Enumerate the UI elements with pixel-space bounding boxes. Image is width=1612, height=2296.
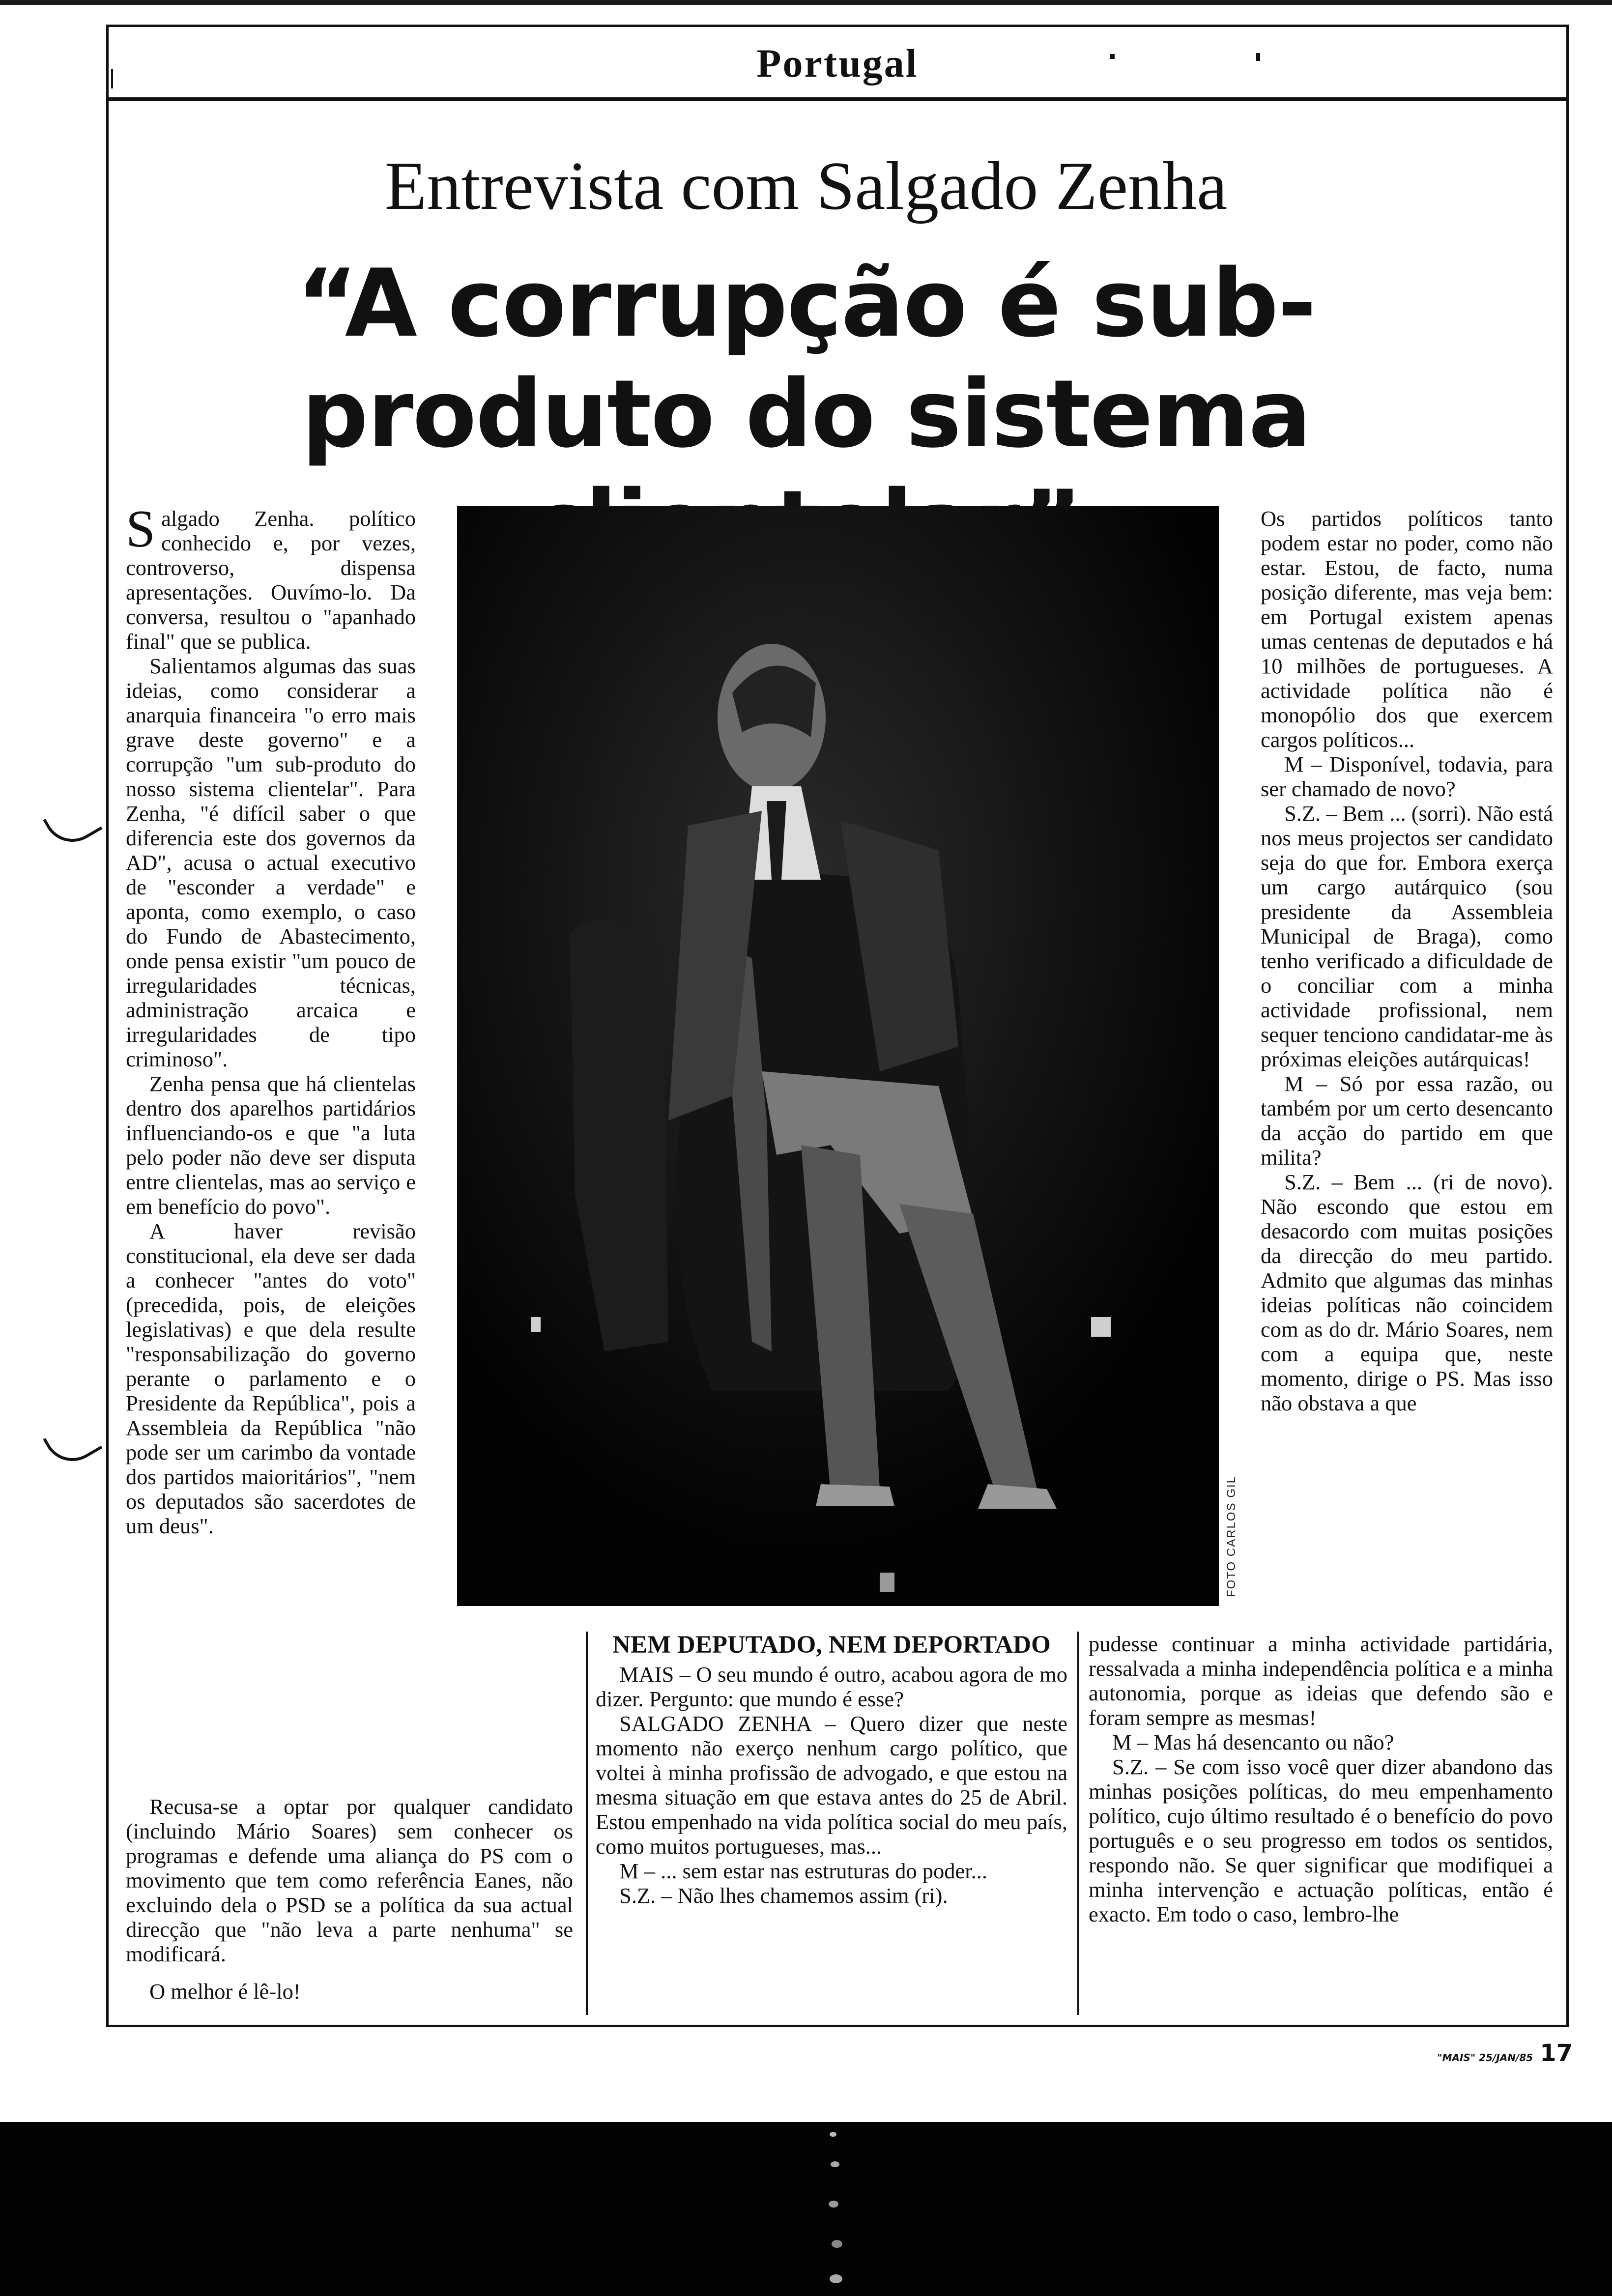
- question-paragraph: MAIS – O seu mundo é outro, acabou agora de mo dizer. Pergunto: que mundo é esse?: [596, 1662, 1067, 1711]
- answer-paragraph: S.Z. – Bem ... (ri de novo). Não escondo que estou em desacordo com muitas posições da direcção do meu partido. Admito que algumas das minhas ideias políticas não coincidem com as do dr. Mário Soares, nem com a equipa que, neste momento, dirige o PS. Mas isso não obstava a que: [1261, 1170, 1553, 1415]
- page-number: 17: [1540, 2039, 1573, 2067]
- right-column: [1261, 506, 1553, 1415]
- article-headline: “A corrupção é sub-produto do sistema: [296, 249, 1316, 468]
- stray-mark: [1256, 53, 1260, 61]
- answer-paragraph: SALGADO ZENHA – Quero dizer que neste momento não exerço nenhum cargo político, que voltei à minha profissão de advogado, e que estou na mesma situação em que estava antes do 25 de Abril. Estou empenhado na vida política social do meu país, como muitos portugueses, mas...: [596, 1711, 1067, 1859]
- stray-mark: [111, 69, 113, 88]
- scan-speck: [829, 2201, 838, 2208]
- answer-paragraph: S.Z. – Não lhes chamemos assim (ri).: [619, 1883, 948, 1908]
- intro-paragraph: Salientamos algumas das suas ideias, como considerar a anarquia financeira "o erro mais grave deste governo" e a corrupção "um sub-produto do nosso sistema clientelar". Para Zenha, "é difícil saber o que diferencia este dos governos da AD", acusa o actual executivo de "esconder a verdade" e aponta, como exemplo, o caso do Fundo de Abastecimento, onde pensa existir "um pouco de irregularidades técnicas, administração arcaica e irregularidades de tipo criminoso".: [126, 654, 416, 1071]
- interview-column: [596, 1662, 1067, 1908]
- margin-mark: [43, 797, 102, 853]
- question-paragraph: M – Mas há desencanto ou não?: [1112, 1730, 1394, 1754]
- intro-paragraph: O melhor é lê-lo!: [149, 1979, 301, 2004]
- intro-paragraph: Recusa-se a optar por qualquer candidato (incluindo Mário Soares) sem conhecer os programas e defende uma aliança do PS com o movimento que tem como referência Eanes, não excluindo dela o PSD se a política da sua actual direcção que "não leva a parte nenhuma" se modificará.: [126, 1794, 573, 1966]
- answer-paragraph: S.Z. – Se com isso você quer dizer abandono das minhas posições políticas, do meu empenhamento político, cujo último resultado é o benefício do povo português e o seu progresso em todos os sentidos, respondo não. Se quer significar que modifiquei a minha intervenção e actuação políticas, então é exacto. Em todo o caso, lembro-lhe: [1089, 1754, 1553, 1926]
- section-title: Portugal: [756, 41, 919, 86]
- scan-speck: [831, 2161, 839, 2167]
- intro-paragraph: algado Zenha. político conhecido e, por vezes, controverso, dispensa apresentações. Ouvímo-lo. Da conversa, resultou o "apanhado final" que se publica.: [126, 506, 416, 654]
- margin-mark: [43, 1416, 102, 1472]
- answer-paragraph: S.Z. – Bem ... (sorri). Não está nos meus projectos ser candidato seja do que for. Embora exerça um cargo autárquico (sou presidente da Assembleia Municipal de Braga), como tenho verificado a dificuldade de o conciliar com a minha actividade profissional, nem sequer tenciono candidatar-me às próximas eleições autárquicas!: [1261, 801, 1553, 1071]
- scan-bottom-band: [0, 2122, 1612, 2296]
- stray-mark: [1110, 54, 1115, 59]
- intro-paragraph: Zenha pensa que há clientelas dentro dos aparelhos partidários influenciando-os e que "a luta pelo poder não deve ser disputa entre clientelas, mas ao serviço e em benefício do povo".: [126, 1071, 416, 1219]
- right-column-continued: [1089, 1632, 1553, 1926]
- intro-column-continued: [126, 1781, 573, 2004]
- question-paragraph: M – Só por essa razão, ou também por um certo desencanto da acção do partido em que milita?: [1261, 1071, 1553, 1170]
- seated-man-illustration: [457, 506, 1219, 1606]
- section-header: [106, 25, 1569, 101]
- photo-credit: FOTO CARLOS GIL: [1225, 1476, 1238, 1597]
- column-divider: [1077, 1632, 1079, 2015]
- question-paragraph: M – Disponível, todavia, para ser chamado de novo?: [1261, 752, 1553, 801]
- interview-subhead: NEM DEPUTADO, NEM DEPORTADO: [612, 1631, 1051, 1659]
- top-rule: [0, 0, 1612, 5]
- answer-paragraph: Os partidos políticos tanto podem estar no poder, como não estar. Estou, de facto, numa posição diferente, mas veja bem: em Portugal existem apenas umas centenas de deputados e há 10 milhões de portugueses. A actividade política não é monopólio dos que exercem cargos políticos...: [1261, 506, 1553, 752]
- answer-paragraph: pudesse continuar a minha actividade partidária, ressalvada a minha independência política e a minha autonomia, porque as ideias que defendo são e foram sempre as mesmas!: [1089, 1632, 1553, 1730]
- page-footer: [1437, 2039, 1573, 2067]
- drop-cap: S: [126, 500, 156, 558]
- issue-label: "MAIS" 25/JAN/85: [1437, 2052, 1533, 2064]
- scan-speck: [830, 2132, 836, 2137]
- question-paragraph: M – ... sem estar nas estruturas do poder...: [619, 1859, 987, 1883]
- intro-column: [126, 500, 416, 1538]
- scan-speck: [832, 2240, 842, 2248]
- portrait-photo: [457, 506, 1219, 1606]
- scan-speck: [830, 2274, 842, 2283]
- column-divider: [586, 1632, 588, 2015]
- article-overline: Entrevista com Salgado Zenha: [384, 148, 1228, 224]
- intro-paragraph: A haver revisão constitucional, ela deve ser dada a conhecer "antes do voto" (precedida, pois, de eleições legislativas) e que dela resulte "responsabilização do governo perante o parlamento e o Presidente da República", pois a Assembleia da República "não pode ser um carimbo da vontade dos partidos maioritários", "nem os deputados são sacerdotes de um deus".: [126, 1219, 416, 1538]
